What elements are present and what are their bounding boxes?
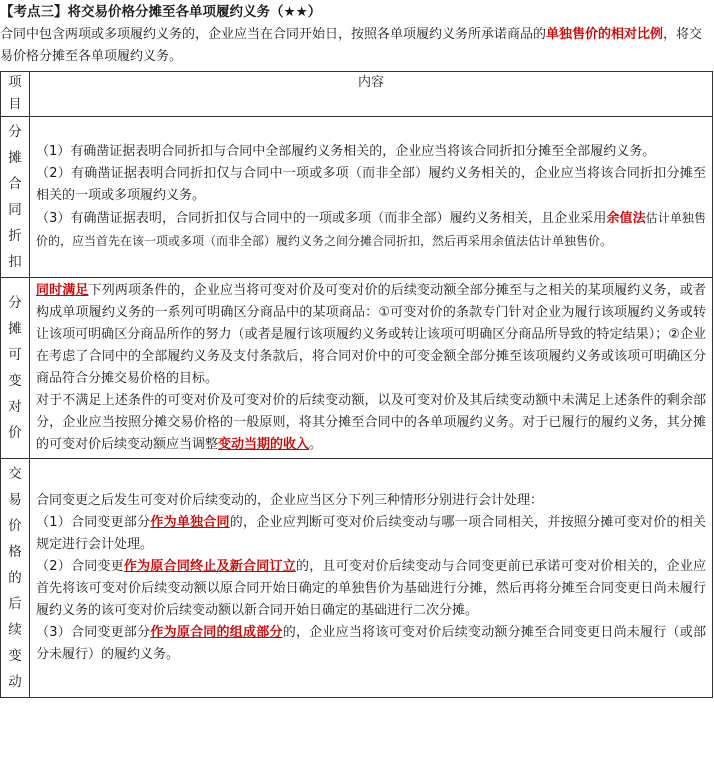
variable-point-1-highlight: 同时满足 [36,283,89,298]
subsequent-point-2-text-end: 的，且可变对价后续变动与合同变更前已承诺可变对价相关的，企业应首先将该可变对价后续变动额以原合同开始日确定的单独售价为基础进行分摊，然后再将分摊至合同变更日尚未履行履约义务的该可变对价后续变动额以新合同开始日确定的基础进行二次分摊。 [36,559,706,618]
table-row [1,459,713,698]
variable-point-1-text: 下列两项条件的，企业应当将可变对价及可变对价的后续变动额全部分摊至与之相关的某项履约义务，或者构成单项履约义务的一系列可明确区分商品中的某项商品：①可变对价的条款专门针对企业为履行该项履约义务或转让该项可明确区分商品所作的努力（或者是履行该项履约义务或转让该项可明确区分商品所导致的特定结果）；②企业在考虑了合同中的全部履约义务及支付条款后，将合同对价中的可变金额全部分摊至该项履约义务或该项可明确区分商品符合分摊交易价格的目标。 [36,283,706,386]
header-content: 内容 [30,72,713,117]
subsequent-point-3 [36,622,706,666]
discount-point-3-text-end: 估计单独售价的，应当首先在该一项或多项（而非全部）履约义务之间分摊合同折扣，然后再采用余值法估计单独售价。 [36,211,706,248]
row-label-subsequent: 交 易 价 格 的 后 续 变 动 [1,459,30,698]
intro-text: 合同中包含两项或多项履约义务的，企业应当在合同开始日，按照各单项履约义务所承诺商品的 [0,27,547,42]
subsequent-point-3-text: （3）合同变更部分 [36,625,151,640]
discount-point-1: （1）有确凿证据表明合同折扣与合同中全部履约义务相关的，企业应当将该合同折扣分摊至全部履约义务。 [36,144,656,159]
table-header-row [1,72,713,117]
intro-text-end: ，将交易价格分摊至各单项履约义务。 [0,27,703,64]
discount-point-3-highlight: 余值法 [606,211,646,226]
subsequent-point-1-text-end: 的，企业应判断可变对价后续变动与哪一项合同相关，并按照分摊可变对价的相关规定进行会计处理。 [36,515,706,552]
subsequent-point-2-highlight: 作为原合同终止及新合同订立 [123,559,296,574]
table-row [1,278,713,459]
variable-point-2 [36,390,706,456]
subsequent-point-1-highlight: 作为单独合同 [150,515,230,530]
row-label-variable: 分 摊 可 变 对 价 [1,278,30,459]
discount-point-2: （2）有确凿证据表明合同折扣仅与合同中一项或多项（而非全部）履约义务相关的，企业应当将该合同折扣分摊至相关的一项或多项履约义务。 [36,166,706,203]
row-content-variable [30,278,713,459]
subsequent-intro: 合同变更之后发生可变对价后续变动的，企业应当区分下列三种情形分别进行会计处理： [36,493,544,508]
variable-point-2-text: 对于不满足上述条件的可变对价及可变对价的后续变动额，以及可变对价及其后续变动额中未满足上述条件的剩余部分，企业应当按照分摊交易价格的一般原则，将其分摊至合同中的各单项履约义务。对于已履行的履约义务，其分摊的可变对价后续变动额应当调整 [36,393,706,452]
intro-highlight: 单独售价的相对比例 [546,27,664,42]
subsequent-point-2 [36,556,706,622]
subsequent-point-2-text: （2）合同变更 [36,559,124,574]
discount-point-3-text: （3）有确凿证据表明，合同折扣仅与合同中的一项或多项（而非全部）履约义务相关，且企业采用 [36,211,607,226]
intro-paragraph [0,24,714,68]
row-label-discount: 分 摊 合 同 折 扣 [1,117,30,278]
subsequent-point-1-text: （1）合同变更部分 [36,515,151,530]
subsequent-point-3-text-end: 的，企业应当将该可变对价后续变动额分摊至合同变更日尚未履行（或部分未履行）的履约义务。 [36,625,706,662]
section-title: 【考点三】将交易价格分摊至各单项履约义务（★★） [0,4,322,20]
discount-point-3 [36,207,706,253]
header-item: 项 目 [1,72,30,117]
variable-point-2-text-end: 。 [309,437,323,452]
subsequent-point-3-highlight: 作为原合同的组成部分 [150,625,283,640]
row-content-discount [30,117,713,278]
table-row [1,117,713,278]
content-table [0,71,713,698]
subsequent-point-1 [36,512,706,556]
row-content-subsequent [30,459,713,698]
variable-point-2-highlight: 变动当期的收入 [218,437,310,452]
variable-point-1 [36,280,706,390]
